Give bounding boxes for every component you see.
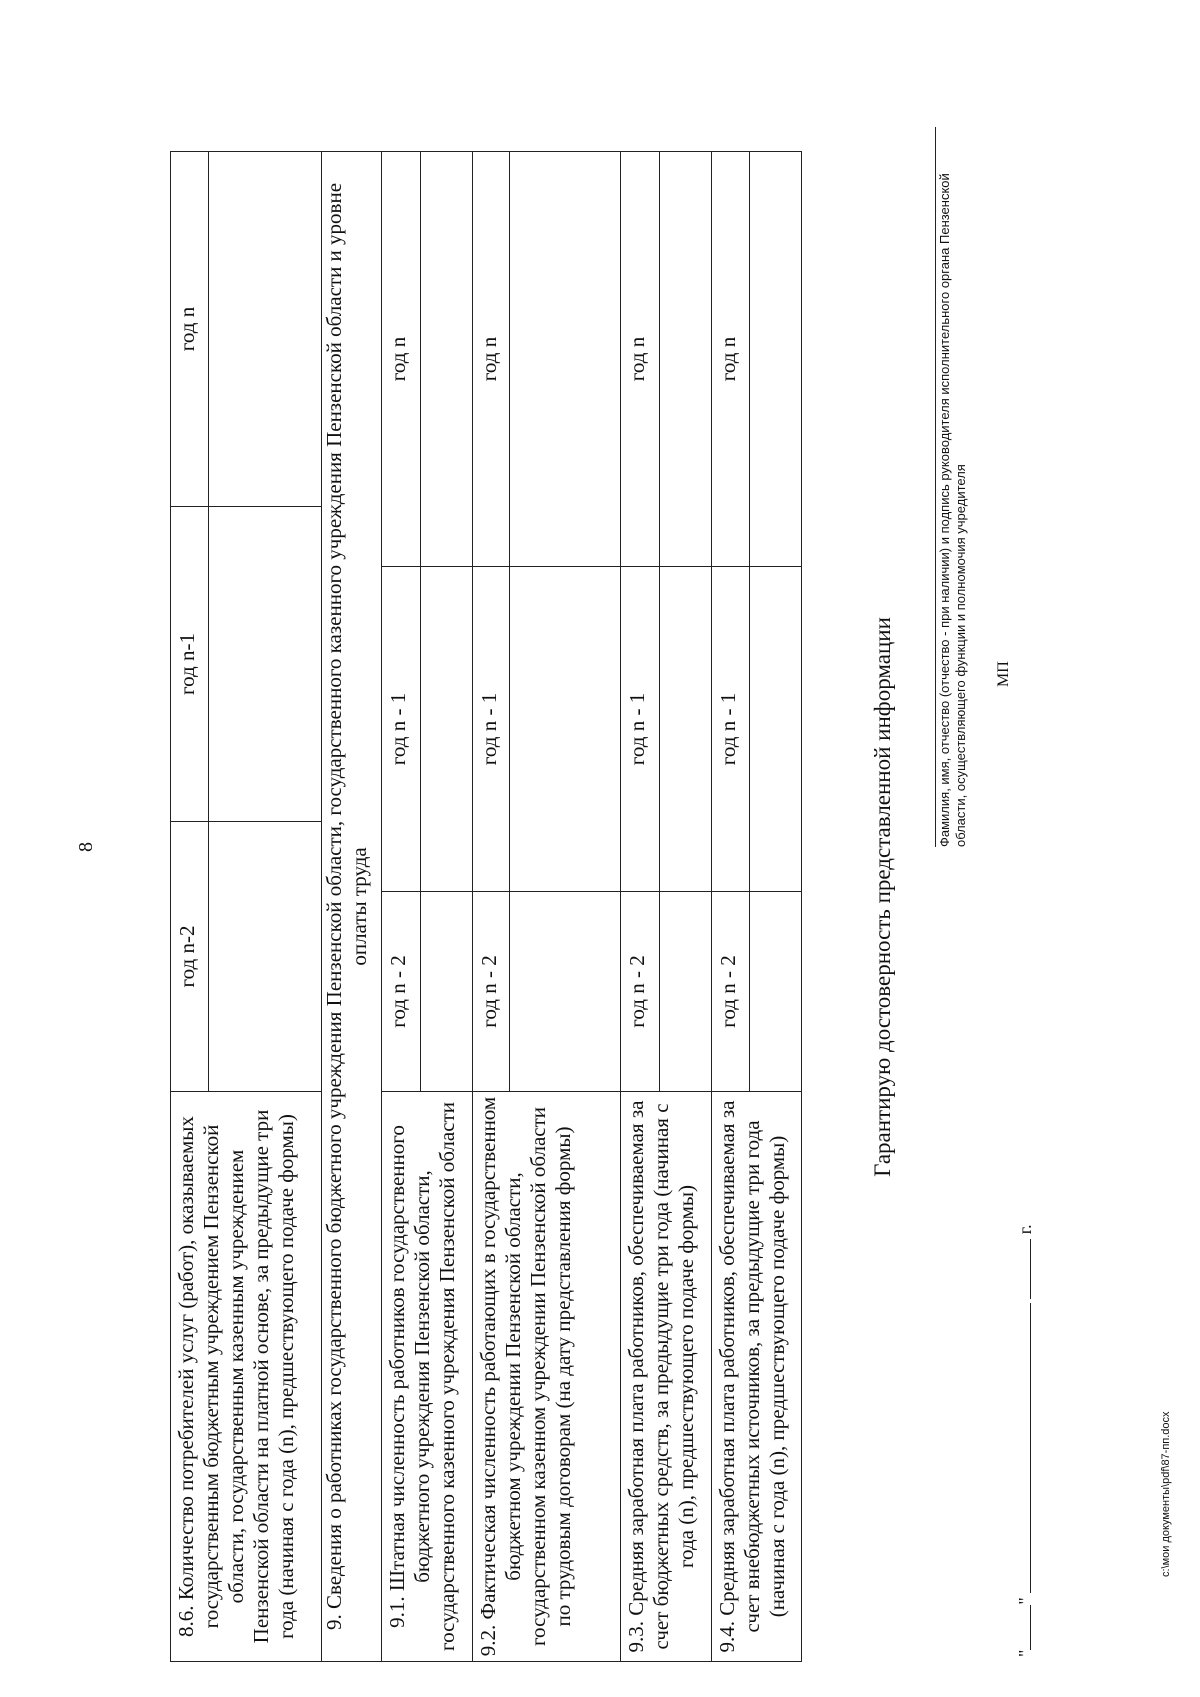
value-cell — [659, 566, 711, 891]
year-header: год n - 2 — [472, 892, 510, 1092]
year-header: год n — [382, 151, 420, 566]
year-header: год n — [472, 151, 510, 566]
month-blank — [1030, 1303, 1031, 1593]
year-header: год n — [711, 151, 749, 566]
value-cell — [420, 151, 472, 566]
year-header: год n - 2 — [711, 892, 749, 1092]
value-cell — [208, 151, 321, 506]
value-cell — [749, 566, 801, 891]
year-header: год n — [171, 151, 209, 506]
year-header: год n - 1 — [382, 566, 420, 891]
guarantee-statement: Гарантирую достоверность представленной информации — [870, 617, 895, 1177]
value-cell — [420, 566, 472, 891]
page-number: 8 — [75, 842, 97, 852]
table-row — [711, 151, 749, 1661]
value-cell — [208, 821, 321, 1091]
row-9-2-label: 9.2. Фактическая численность работающих в государственном бюджетном учреждении Пензенской области, государственном казенном учреждении Пензенской области по трудовым договорам (на дату представления формы) — [472, 1092, 621, 1662]
value-cell — [659, 892, 711, 1092]
day-blank — [1030, 1605, 1031, 1650]
table-row — [472, 151, 510, 1661]
year-header: год n - 1 — [621, 566, 659, 891]
row-9-3-label: 9.3. Средняя заработная плата работников, обеспечиваемая за счет бюджетных средств, за предыдущие три года (начиная с года (n), предшествующего подаче формы) — [621, 1092, 711, 1662]
row-9-1-label: 9.1. Штатная численность работников государственного бюджетного учреждения Пензенской области, государственного казенного учреждения Пензенской области — [382, 1092, 472, 1662]
year-header: год n — [621, 151, 659, 566]
year-header: год n - 2 — [382, 892, 420, 1092]
form-table — [170, 151, 802, 1662]
value-cell — [659, 151, 711, 566]
year-blank — [1030, 1239, 1031, 1299]
row-9-4-label: 9.4. Средняя заработная плата работников, обеспечиваемая за счет внебюджетных источников, за предыдущие три года (начиная с года (n), предшествующего подаче формы) — [711, 1092, 801, 1662]
table-row — [382, 151, 420, 1661]
value-cell — [208, 506, 321, 821]
value-cell — [510, 892, 621, 1092]
file-path: c:\мои документы\pdf\87-пп.docx — [1160, 1411, 1172, 1577]
table-row — [321, 151, 382, 1661]
value-cell — [749, 892, 801, 1092]
row-8-6-label: 8.6. Количество потребителей услуг (работ), оказываемых государственным бюджетным учреждением Пензенской области, государственным казенным учреждением Пензенской области на платной основе, за предыдущие три года (начиная с года (n), предшествующего подаче формы) — [171, 1092, 322, 1662]
section-9-title: 9. Сведения о работниках государственного бюджетного учреждения Пензенской области, государственного казенного учреждения Пензенской области и уровне оплаты труда — [321, 151, 382, 1661]
year-header: год n-1 — [171, 506, 209, 821]
date-open-quote: " — [1015, 1649, 1035, 1657]
year-header: год n-2 — [171, 821, 209, 1091]
year-header: год n - 2 — [621, 892, 659, 1092]
value-cell — [749, 151, 801, 566]
stamp-label: МП — [995, 661, 1012, 687]
date-close-quote: " — [1015, 1597, 1035, 1605]
table-row — [621, 151, 659, 1661]
table-row — [171, 151, 209, 1661]
year-header: год n - 1 — [711, 566, 749, 891]
value-cell — [510, 151, 621, 566]
signature-caption: Фамилия, имя, отчество (отчество - при наличии) и подпись руководителя исполнительного органа Пензенской области, осуществляющего функции и полномочия учредителя — [937, 173, 968, 847]
value-cell — [420, 892, 472, 1092]
year-suffix: г. — [1015, 1224, 1035, 1235]
year-header: год n - 1 — [472, 566, 510, 891]
signature-line — [935, 127, 936, 847]
value-cell — [510, 566, 621, 891]
date-line — [1015, 827, 1036, 1657]
